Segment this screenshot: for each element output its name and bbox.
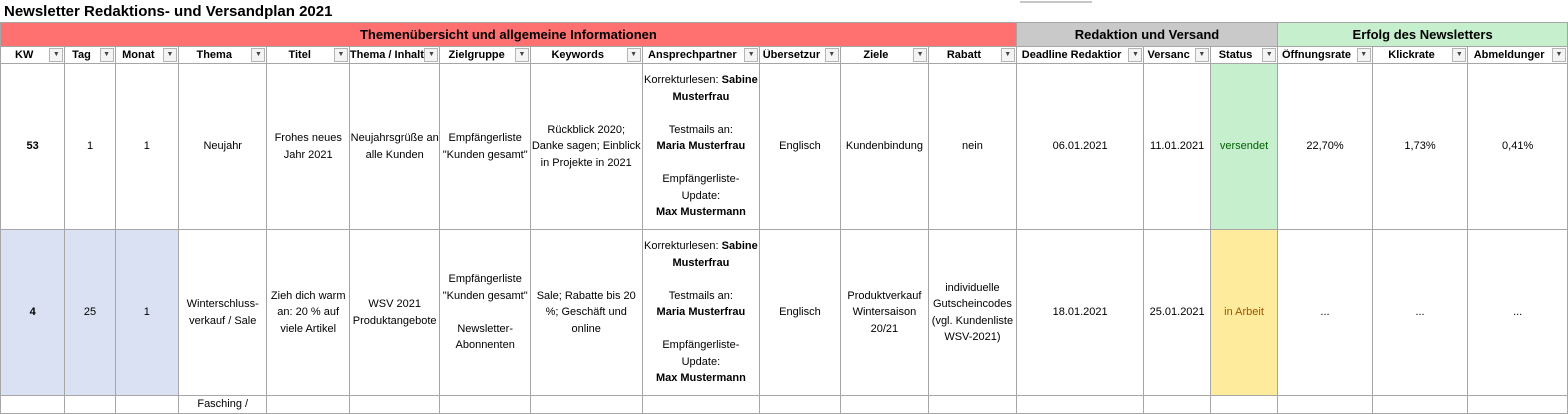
column-header-uebersetzung: Übersetzur ▼ xyxy=(760,47,840,64)
column-header-rabatt: Rabatt ▼ xyxy=(929,47,1017,64)
filter-dropdown-icon[interactable]: ▼ xyxy=(744,48,758,62)
cell-thema[interactable]: Winterschluss-verkauf / Sale xyxy=(178,230,266,396)
cell-oeffnungsrate[interactable]: 22,70% xyxy=(1278,64,1373,230)
contact-name: Maria Musterfrau xyxy=(656,140,746,153)
column-header-ansprechpartner: Ansprechpartner ▼ xyxy=(642,47,760,64)
cell-keywords[interactable] xyxy=(530,396,642,414)
cell-zielgruppe[interactable] xyxy=(440,64,531,230)
cell-abmeldungen[interactable]: ... xyxy=(1468,230,1568,396)
contact-label: Update: xyxy=(681,355,721,368)
cell-thema[interactable]: Fasching / xyxy=(178,396,266,414)
cell-border-mark xyxy=(1020,1,1092,3)
filter-dropdown-icon[interactable]: ▼ xyxy=(1552,48,1566,62)
cell-zielgruppe[interactable] xyxy=(440,230,531,396)
column-header-inhalt: Thema / Inhalt ▼ xyxy=(349,47,440,64)
contact-name: Maria Musterfrau xyxy=(656,306,746,319)
cell-titel[interactable]: Zieh dich warm an: 20 % auf viele Artikel xyxy=(267,230,349,396)
filter-dropdown-icon[interactable]: ▼ xyxy=(1128,48,1142,62)
cell-deadline[interactable] xyxy=(1016,396,1144,414)
cell-uebersetzung[interactable]: Englisch xyxy=(760,230,840,396)
cell-oeffnungsrate[interactable]: ... xyxy=(1278,230,1373,396)
filter-dropdown-icon[interactable]: ▼ xyxy=(515,48,529,62)
column-header-deadline: Deadline Redaktior ▼ xyxy=(1016,47,1144,64)
cell-abmeldungen[interactable]: 0,41% xyxy=(1468,64,1568,230)
column-header-status: Status ▼ xyxy=(1210,47,1277,64)
column-header-kw: KW ▼ xyxy=(1,47,65,64)
cell-monat[interactable]: 1 xyxy=(115,230,178,396)
cell-status[interactable]: in Arbeit xyxy=(1210,230,1277,396)
group-header-erfolg: Erfolg des Newsletters xyxy=(1278,23,1568,47)
filter-dropdown-icon[interactable]: ▼ xyxy=(1262,48,1276,62)
cell-versand[interactable]: 25.01.2021 xyxy=(1144,230,1210,396)
contact-label: Empfängerliste- xyxy=(662,339,740,352)
cell-ziele[interactable]: Kundenbindung xyxy=(840,64,928,230)
cell-deadline[interactable]: 06.01.2021 xyxy=(1016,64,1144,230)
cell-keywords[interactable]: Sale; Rabatte bis 20 %; Geschäft und online xyxy=(530,230,642,396)
cell-abmeldungen[interactable] xyxy=(1468,396,1568,414)
filter-dropdown-icon[interactable]: ▼ xyxy=(100,48,114,62)
zielgruppe-text: Empfängerliste "Kunden gesamt" xyxy=(442,273,528,302)
cell-ansprechpartner[interactable] xyxy=(642,64,760,230)
cell-inhalt[interactable]: Neujahrsgrüße an alle Kunden xyxy=(349,64,440,230)
cell-ziele[interactable]: Produktverkauf Wintersaison 20/21 xyxy=(840,230,928,396)
cell-tag[interactable]: 25 xyxy=(65,230,115,396)
column-header-titel: Titel ▼ xyxy=(267,47,349,64)
cell-inhalt[interactable] xyxy=(349,396,440,414)
cell-titel[interactable] xyxy=(267,396,349,414)
filter-dropdown-icon[interactable]: ▼ xyxy=(1195,48,1209,62)
filter-dropdown-icon[interactable]: ▼ xyxy=(424,48,438,62)
cell-klickrate[interactable] xyxy=(1372,396,1468,414)
filter-dropdown-icon[interactable]: ▼ xyxy=(251,48,265,62)
cell-uebersetzung[interactable]: Englisch xyxy=(760,64,840,230)
contact-line: Korrekturlesen: Sabine xyxy=(644,240,758,253)
contact-label: Empfängerliste- xyxy=(662,173,740,186)
column-header-oeffnungsrate: Öffnungsrate ▼ xyxy=(1278,47,1373,64)
cell-ziele[interactable] xyxy=(840,396,928,414)
filter-dropdown-icon[interactable]: ▼ xyxy=(825,48,839,62)
cell-ansprechpartner[interactable] xyxy=(642,396,760,414)
cell-ansprechpartner[interactable] xyxy=(642,230,760,396)
contact-name: Max Mustermann xyxy=(655,206,746,219)
cell-monat[interactable] xyxy=(115,396,178,414)
column-header-abmeldungen: Abmeldunger ▼ xyxy=(1468,47,1568,64)
cell-klickrate[interactable]: ... xyxy=(1372,230,1468,396)
filter-dropdown-icon[interactable]: ▼ xyxy=(49,48,63,62)
filter-dropdown-icon[interactable]: ▼ xyxy=(1001,48,1015,62)
cell-thema[interactable]: Neujahr xyxy=(178,64,266,230)
table-row xyxy=(1,230,1568,396)
contact-name: Musterfrau xyxy=(672,256,730,269)
filter-dropdown-icon[interactable]: ▼ xyxy=(163,48,177,62)
newsletter-plan-table xyxy=(0,22,1568,414)
cell-inhalt[interactable]: WSV 2021 Produktangebote xyxy=(349,230,440,396)
cell-rabatt[interactable]: nein xyxy=(929,64,1017,230)
contact-label: Update: xyxy=(681,189,721,202)
sheet-title: Newsletter Redaktions- und Versandplan 2021 xyxy=(4,3,333,20)
contact-name: Max Mustermann xyxy=(655,372,746,385)
group-header-redaktion: Redaktion und Versand xyxy=(1016,23,1277,47)
cell-versand[interactable] xyxy=(1144,396,1210,414)
cell-tag[interactable] xyxy=(65,396,115,414)
table-row xyxy=(1,64,1568,230)
cell-titel[interactable]: Frohes neues Jahr 2021 xyxy=(267,64,349,230)
contact-label: Testmails an: xyxy=(668,289,733,302)
filter-dropdown-icon[interactable]: ▼ xyxy=(913,48,927,62)
cell-kw[interactable]: 4 xyxy=(1,230,65,396)
column-header-zielgruppe: Zielgruppe ▼ xyxy=(440,47,531,64)
column-header-monat: Monat ▼ xyxy=(115,47,178,64)
filter-dropdown-icon[interactable]: ▼ xyxy=(1357,48,1371,62)
filter-dropdown-icon[interactable]: ▼ xyxy=(1452,48,1466,62)
cell-zielgruppe[interactable] xyxy=(440,396,531,414)
table-row xyxy=(1,396,1568,414)
cell-klickrate[interactable]: 1,73% xyxy=(1372,64,1468,230)
column-header-tag: Tag ▼ xyxy=(65,47,115,64)
contact-line: Korrekturlesen: Sabine xyxy=(644,74,758,87)
filter-dropdown-icon[interactable]: ▼ xyxy=(627,48,641,62)
cell-kw[interactable]: 53 xyxy=(1,64,65,230)
cell-tag[interactable]: 1 xyxy=(65,64,115,230)
column-header-keywords: Keywords ▼ xyxy=(530,47,642,64)
cell-kw[interactable] xyxy=(1,396,65,414)
cell-deadline[interactable]: 18.01.2021 xyxy=(1016,230,1144,396)
cell-monat[interactable]: 1 xyxy=(115,64,178,230)
cell-keywords[interactable]: Rückblick 2020; Danke sagen; Einblick in Projekte in 2021 xyxy=(530,64,642,230)
zielgruppe-text: Newsletter-Abonnenten xyxy=(455,322,515,352)
zielgruppe-text: Empfängerliste "Kunden gesamt" xyxy=(442,132,528,161)
column-header-thema: Thema ▼ xyxy=(178,47,266,64)
group-header-info: Themenübersicht und allgemeine Informationen xyxy=(1,23,1017,47)
cell-rabatt[interactable]: individuelle Gutscheincodes (vgl. Kundenliste WSV-2021) xyxy=(929,230,1017,396)
column-header-klickrate: Klickrate ▼ xyxy=(1372,47,1468,64)
cell-versand[interactable]: 11.01.2021 xyxy=(1144,64,1210,230)
contact-name: Musterfrau xyxy=(672,90,730,103)
contact-label: Testmails an: xyxy=(668,123,733,136)
filter-dropdown-icon[interactable]: ▼ xyxy=(334,48,348,62)
column-header-ziele: Ziele ▼ xyxy=(840,47,928,64)
cell-status[interactable] xyxy=(1210,396,1277,414)
cell-status[interactable]: versendet xyxy=(1210,64,1277,230)
cell-uebersetzung[interactable] xyxy=(760,396,840,414)
cell-oeffnungsrate[interactable] xyxy=(1278,396,1373,414)
column-header-versand: Versanc ▼ xyxy=(1144,47,1210,64)
cell-rabatt[interactable] xyxy=(929,396,1017,414)
